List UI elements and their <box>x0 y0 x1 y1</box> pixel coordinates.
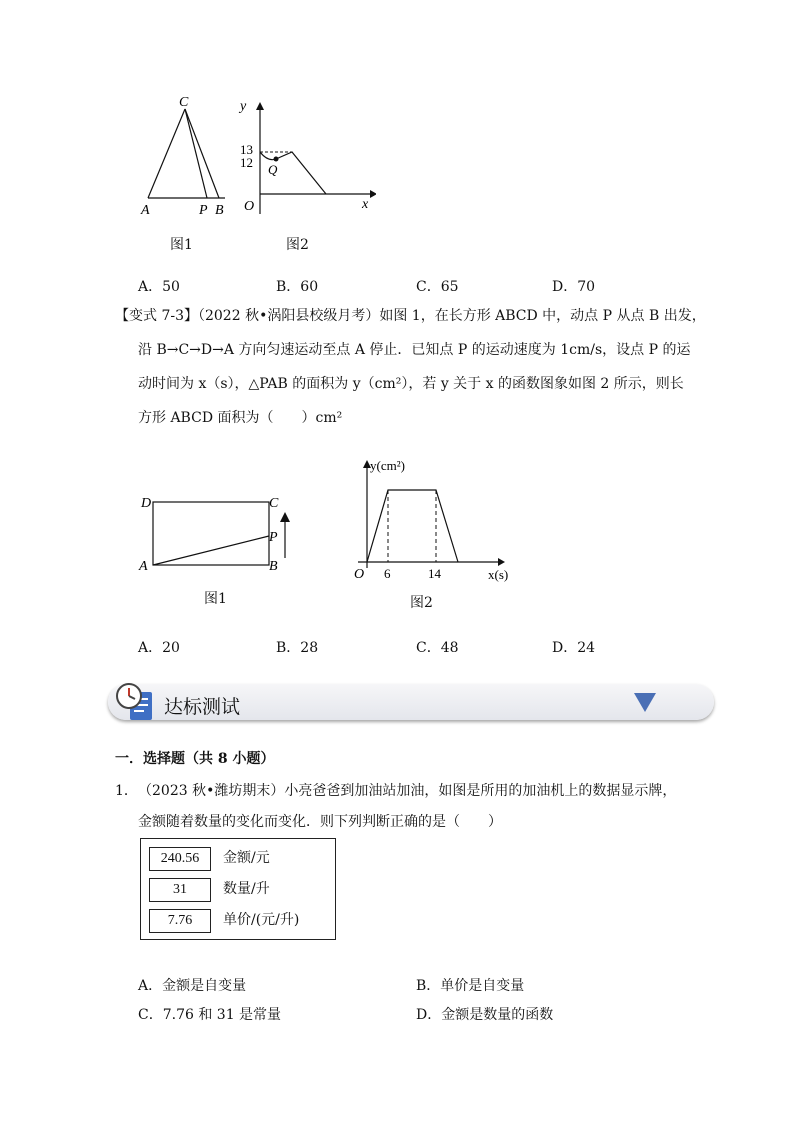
point-label-c: C <box>269 496 279 511</box>
option-c[interactable]: C．7.76 和 31 是常量 <box>138 1007 282 1023</box>
part-heading: 一．选择题（共 8 小题） <box>115 751 275 767</box>
option-d[interactable]: D．70 <box>552 279 596 295</box>
axis-label-y: y <box>240 99 247 114</box>
figure-triangle <box>135 92 235 222</box>
option-a[interactable]: A．50 <box>138 279 180 295</box>
tick-label-6: 6 <box>384 566 391 581</box>
question-text-line: （2023 秋•潍坊期末）小亮爸爸到加油站加油，如图是所用的加油机上的数据显示牌， <box>138 783 677 799</box>
figure4-caption: 图2 <box>410 595 433 611</box>
option-c[interactable]: C．48 <box>416 640 459 656</box>
figure3-caption: 图1 <box>204 591 227 607</box>
point-label-p: P <box>199 203 208 218</box>
point-label-p: P <box>269 530 278 545</box>
meter-value-amount: 240.56 <box>149 847 211 871</box>
option-b[interactable]: B．60 <box>276 279 319 295</box>
meter-value-price: 7.76 <box>149 909 211 933</box>
meter-label-amount: 金额/元 <box>223 850 270 866</box>
triangle-down-icon[interactable] <box>632 690 658 714</box>
fuel-meter-display <box>140 838 336 940</box>
point-label-a: A <box>141 203 150 218</box>
meter-value-quantity: 31 <box>149 878 211 902</box>
question-text-line: 沿 B→C→D→A 方向匀速运动至点 A 停止．已知点 P 的运动速度为 1cm/s，设点 P 的运 <box>138 342 691 358</box>
option-d[interactable]: D．金额是数量的函数 <box>416 1007 554 1023</box>
section-title: 达标测试 <box>164 696 241 718</box>
tick-label-12: 12 <box>240 155 253 170</box>
axis-label-x: x(s) <box>488 567 509 582</box>
question-text-line: 动时间为 x（s），△PAB 的面积为 y（cm²），若 y 关于 x 的函数图象如图 2 所示，则长 <box>138 376 684 392</box>
axis-label-x: x <box>362 197 369 212</box>
option-b[interactable]: B．28 <box>276 640 319 656</box>
tick-label-13: 13 <box>240 142 253 157</box>
figure-trapezoid-graph <box>350 452 530 587</box>
point-label-c: C <box>179 95 189 110</box>
axis-label-y: y(cm²) <box>370 458 405 473</box>
question-text-line: 方形 ABCD 面积为（ ）cm² <box>138 410 343 426</box>
figure-rectangle <box>135 490 305 580</box>
figure1-caption: 图1 <box>170 237 193 253</box>
point-label-d: D <box>141 496 152 511</box>
question-text-line: 金额随着数量的变化而变化．则下列判断正确的是（ ） <box>138 814 502 830</box>
figure2-caption: 图2 <box>286 237 309 253</box>
point-label-q: Q <box>268 162 278 177</box>
option-d[interactable]: D．24 <box>552 640 596 656</box>
meter-label-price: 单价/(元/升) <box>223 912 300 928</box>
option-c[interactable]: C．65 <box>416 279 459 295</box>
clock-document-icon <box>112 680 158 722</box>
point-label-a: A <box>139 559 148 574</box>
question-text-line: 【变式 7-3】（2022 秋•涡阳县校级月考）如图 1，在长方形 ABCD 中，动点 P 从点 B 出发， <box>115 308 706 324</box>
origin-label: O <box>354 567 365 582</box>
figure-graph <box>236 96 376 221</box>
origin-label: O <box>244 199 255 214</box>
meter-label-quantity: 数量/升 <box>223 881 270 897</box>
option-a[interactable]: A．金额是自变量 <box>138 978 247 994</box>
point-label-b: B <box>269 559 278 574</box>
question-number: 1． <box>115 783 138 799</box>
option-b[interactable]: B．单价是自变量 <box>416 978 525 994</box>
point-label-b: B <box>215 203 224 218</box>
tick-label-14: 14 <box>428 566 441 581</box>
option-a[interactable]: A．20 <box>138 640 180 656</box>
